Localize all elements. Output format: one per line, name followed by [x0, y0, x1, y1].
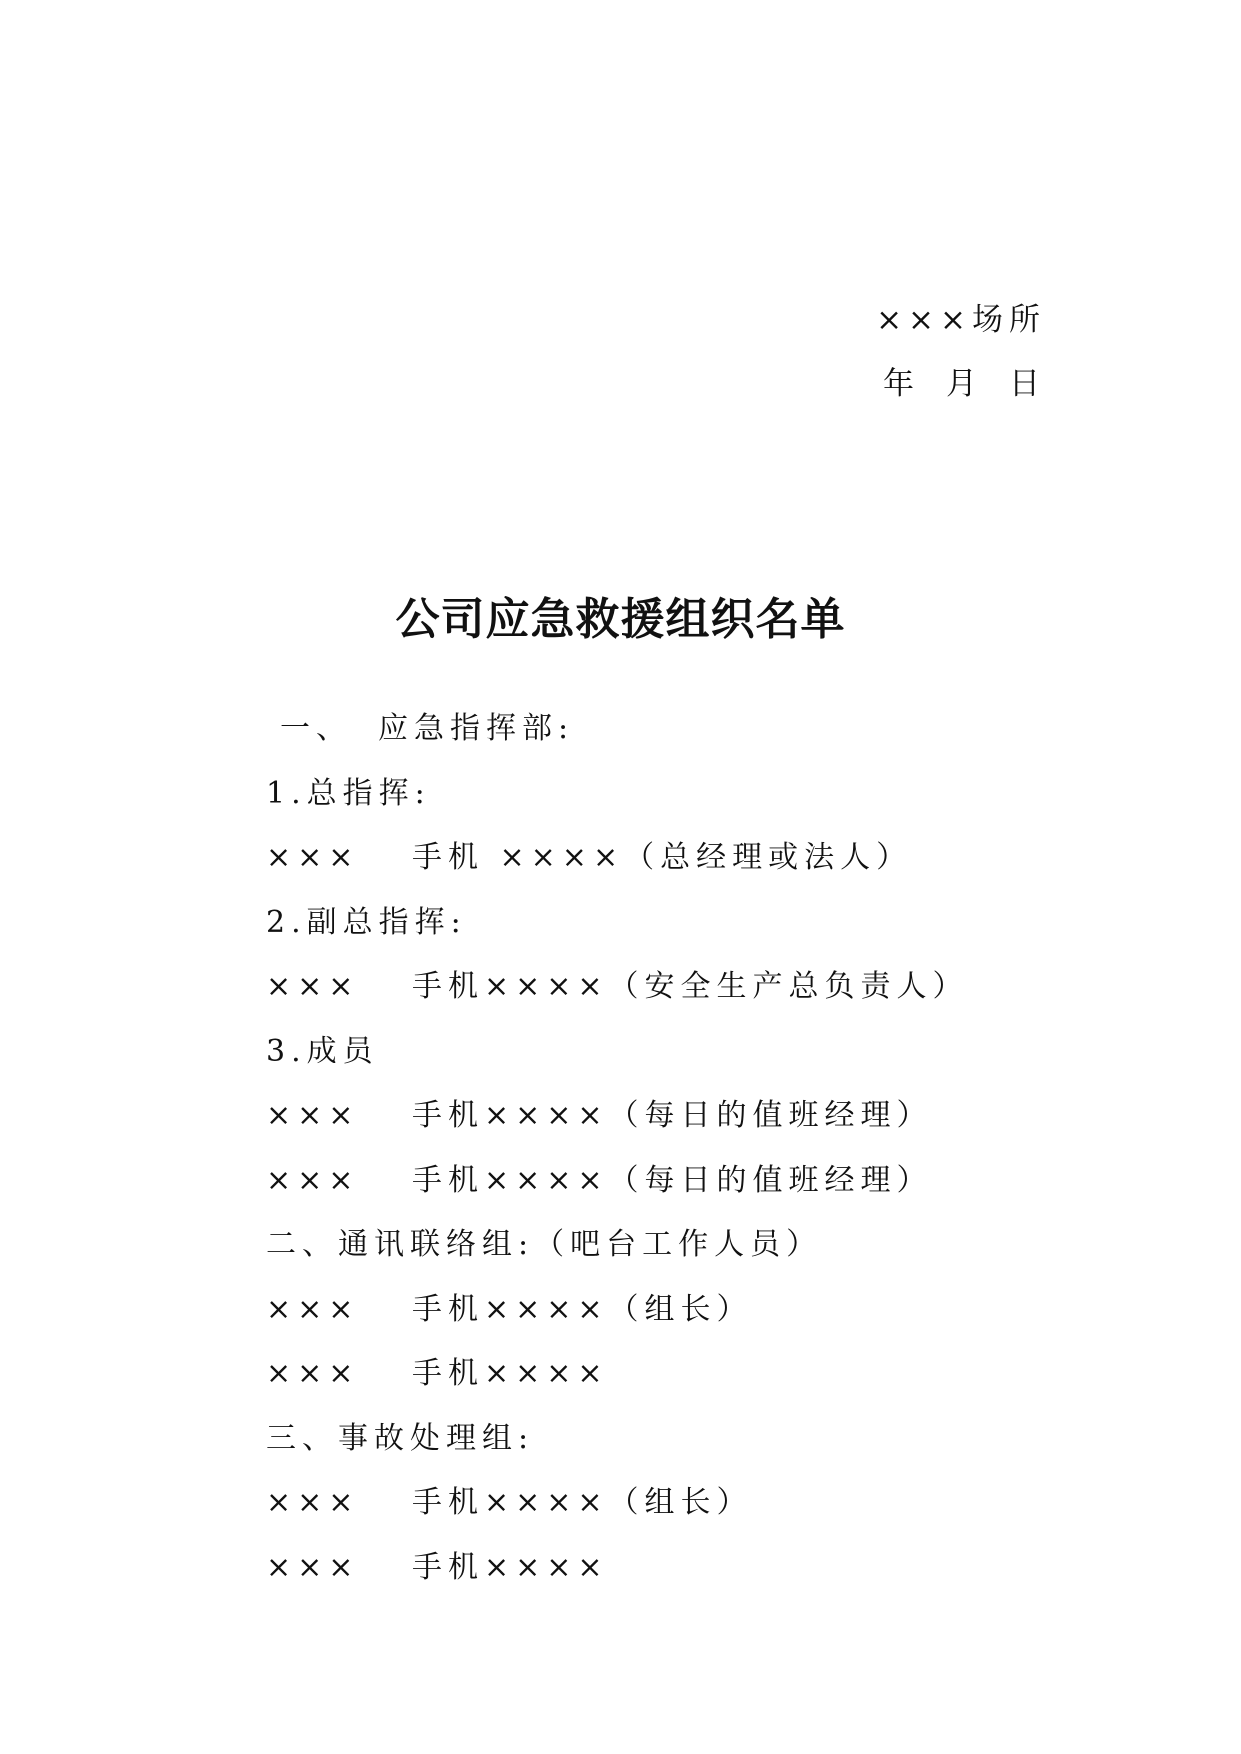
- document-title: 公司应急救援组织名单: [395, 594, 846, 645]
- signoff-block: [876, 288, 1046, 416]
- venue-line: ×××场所: [876, 302, 1046, 338]
- member-phone: 手机××××（组长）: [412, 1291, 753, 1327]
- commander-label: 1.总指挥:: [266, 775, 431, 811]
- section-heading-accident: 三、事故处理组:: [266, 1420, 535, 1456]
- member-phone: 手机××××: [412, 1356, 609, 1391]
- member-name: ×××: [266, 1098, 360, 1133]
- member-phone: 手机××××: [412, 1549, 609, 1585]
- list-item: [266, 1536, 1066, 1601]
- list-item: [266, 1471, 1066, 1536]
- section-number: 一、: [280, 711, 352, 746]
- section-title: 应急指挥部:: [378, 711, 575, 746]
- date-year: 年: [883, 366, 920, 402]
- date-month: 月: [946, 366, 983, 402]
- deputy-label: 2.副总指挥:: [266, 904, 467, 940]
- organization-list: [266, 697, 1066, 1600]
- member-name: ×××: [266, 1549, 360, 1585]
- date-day: 日: [1009, 366, 1046, 402]
- list-item: [266, 1342, 1066, 1407]
- section-heading-command: [266, 697, 1066, 762]
- list-item: [266, 1149, 1066, 1214]
- member-phone: 手机××××（组长）: [412, 1485, 753, 1520]
- member-phone: 手机 ××××（总经理或法人）: [412, 840, 913, 875]
- members-label: 3.成员: [266, 1033, 379, 1069]
- member-phone: 手机××××（每日的值班经理）: [412, 1162, 933, 1198]
- member-name: ×××: [266, 1291, 360, 1327]
- member-name: ×××: [266, 1485, 360, 1520]
- member-name: ×××: [266, 1162, 360, 1198]
- member-phone: 手机××××（安全生产总负责人）: [412, 969, 969, 1004]
- list-item: [266, 955, 1066, 1020]
- section-heading-communication: 二、通讯联络组:（吧台工作人员）: [266, 1227, 823, 1262]
- date-line: [876, 352, 1046, 416]
- member-phone: 手机××××（每日的值班经理）: [412, 1098, 933, 1133]
- list-item: [266, 826, 1066, 891]
- list-item: [266, 1084, 1066, 1149]
- member-name: ×××: [266, 840, 360, 875]
- member-name: ×××: [266, 969, 360, 1004]
- member-name: ×××: [266, 1356, 360, 1391]
- list-item: [266, 1278, 1066, 1343]
